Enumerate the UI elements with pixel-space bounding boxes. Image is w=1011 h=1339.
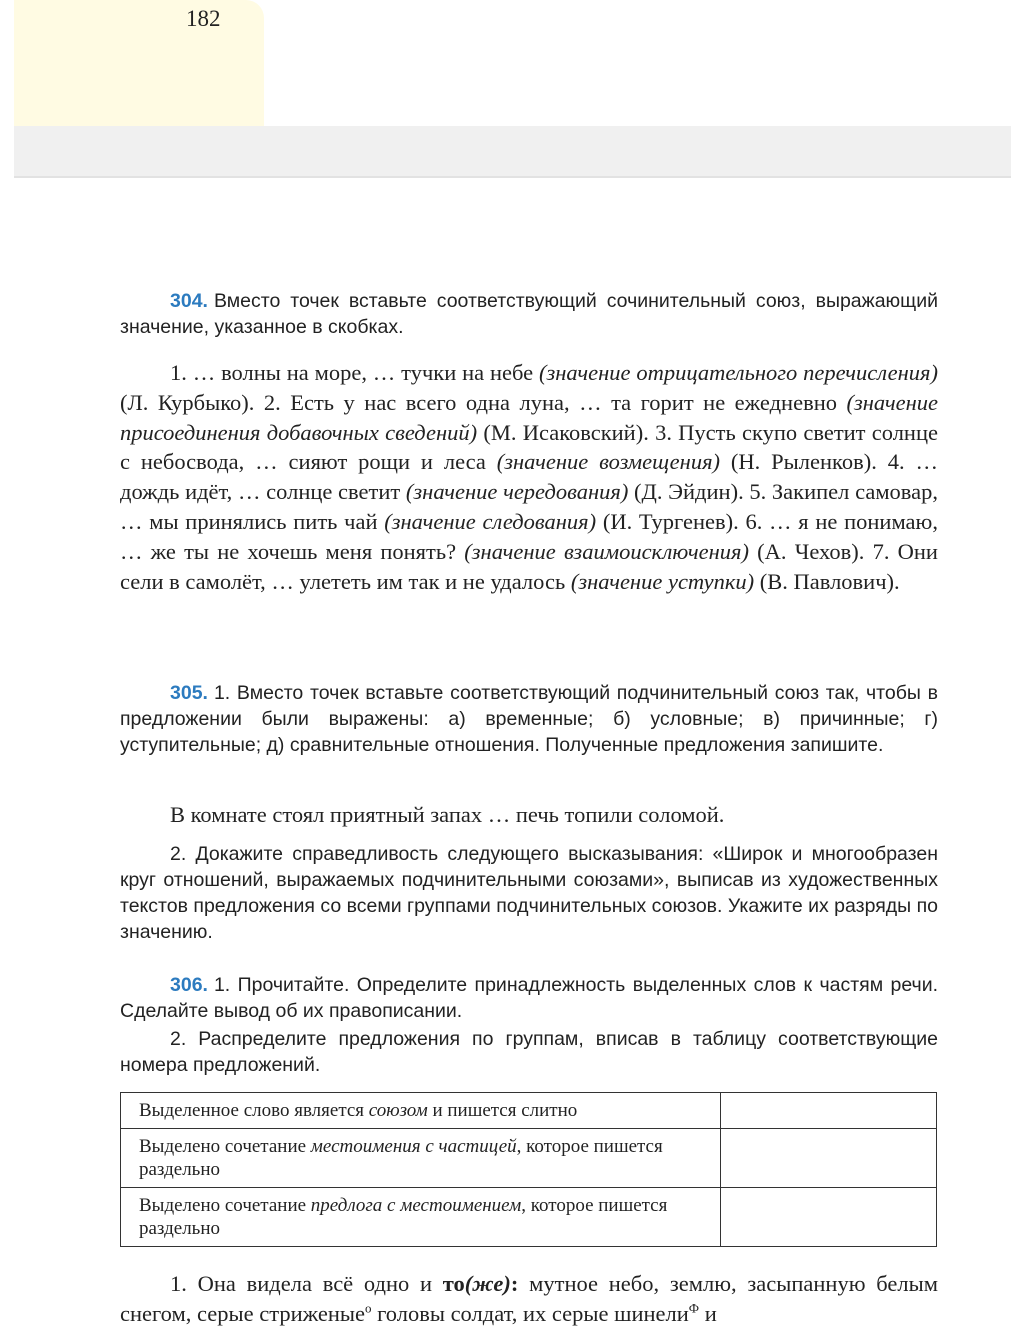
sentence-text: (И. Тургенев). 6. … я не понимаю, … же ты не хочешь меня понять? [120, 508, 938, 564]
highlighted-word: то [442, 1271, 465, 1296]
exercise-305-number: 305. [170, 682, 208, 704]
exercise-306-number: 306. [170, 974, 208, 996]
table-cell-answer[interactable] [721, 1093, 937, 1129]
table-cell-answer[interactable] [721, 1129, 937, 1188]
exercise-304-sentences [120, 358, 938, 596]
meaning-hint: (значение присоединения добавочных сведений) [120, 389, 938, 445]
table-row [121, 1093, 937, 1129]
exercise-304-number: 304. [170, 290, 208, 312]
footnote-mark: Ф [688, 1300, 700, 1316]
sentence-text: головы солдат, их серые шинели [371, 1300, 689, 1326]
meaning-hint: (значение уступки) [570, 568, 755, 594]
table-cell-description: Выделено сочетание предлога с местоимением, которое пишется раздельно [121, 1188, 721, 1247]
sentence-text: 1. … волны на море, … тучки на небе [170, 360, 539, 385]
table-row [121, 1129, 937, 1188]
exercise-306-part1 [120, 972, 938, 1024]
meaning-hint: (значение взаимоисключения) [464, 538, 749, 564]
sentence-text: мутное небо, землю, засыпанную белым снегом, серые стриженые [120, 1271, 938, 1326]
page-header-tab [14, 0, 264, 126]
sentence-text: 1. Она видела всё одно и [170, 1271, 443, 1296]
sentence-text: и [699, 1300, 717, 1326]
sentence-text: (Н. Рыленков). 4. … дождь идёт, … солнце светит [120, 449, 938, 505]
exercise-304-instruction [120, 288, 938, 340]
exercise-305-part1-text: 1. Вместо точек вставьте соответствующий подчинительный союз так, чтобы в предложении были выражены: а) временные; б) условные; в) причинные; г) уступительные; д) сравнительные отношения. Полученные предложения запишите. [120, 682, 938, 756]
exercise-305-part1 [120, 680, 938, 758]
table-cell-answer[interactable] [721, 1188, 937, 1247]
exercise-306-sentence [120, 1269, 938, 1329]
exercise-306-part1-text: 1. Прочитайте. Определите принадлежность выделенных слов к частям речи. Сделайте вывод об их правописании. [120, 974, 938, 1022]
highlighted-word: (же) [464, 1271, 511, 1296]
table-cell-description: Выделено сочетание местоимения с частицей, которое пишется раздельно [121, 1129, 721, 1188]
page-separator [14, 126, 1011, 178]
sentence-text: (М. Исаковский). 3. Пусть скупо светит солнце с небосвода, … сияют рощи и леса [120, 419, 938, 475]
table-cell-description: Выделенное слово является союзом и пишется слитно [121, 1093, 721, 1129]
footnote-mark: о [364, 1300, 372, 1316]
exercise-306-part2: 2. Распределите предложения по группам, вписав в таблицу соответствующие номера предложений. [120, 1028, 938, 1076]
sentence-text: (Д. Эйдин). 5. Закипел самовар, … мы принялись пить чай [120, 479, 938, 534]
page-number: 182 [186, 6, 221, 31]
page-top-area [0, 0, 1011, 178]
exercise-306-table [120, 1092, 937, 1247]
sentence-text: (В. Павлович). [754, 568, 900, 594]
exercise-305-part2: 2. Докажите справедливость следующего высказывания: «Широк и многообразен круг отношений, выражаемых подчинительными союзами», выписав из художественных текстов предложения со всеми группами подчинительных союзов. Укажите их разряды по значению. [120, 843, 938, 943]
exercise-304-instruction-text: Вместо точек вставьте соответствующий сочинительный союз, выражающий значение, указанное в скобках. [120, 290, 938, 338]
meaning-hint: (значение чередования) [405, 479, 629, 505]
meaning-hint: (значение следования) [384, 508, 597, 534]
meaning-hint: (значение возмещения) [496, 449, 721, 475]
sentence-text: (Л. Курбыко). 2. Есть у нас всего одна луна, … та горит не ежедневно [120, 389, 847, 415]
meaning-hint: (значение отрицательного перечисления) [538, 360, 938, 385]
exercise-305-sentence: В комнате стоял приятный запах … печь топили соломой. [170, 802, 725, 827]
sentence-text: (А. Чехов). 7. Они сели в самолёт, … улететь им так и не удалось [120, 538, 938, 594]
highlighted-word: : [510, 1271, 519, 1296]
table-row [121, 1188, 937, 1247]
